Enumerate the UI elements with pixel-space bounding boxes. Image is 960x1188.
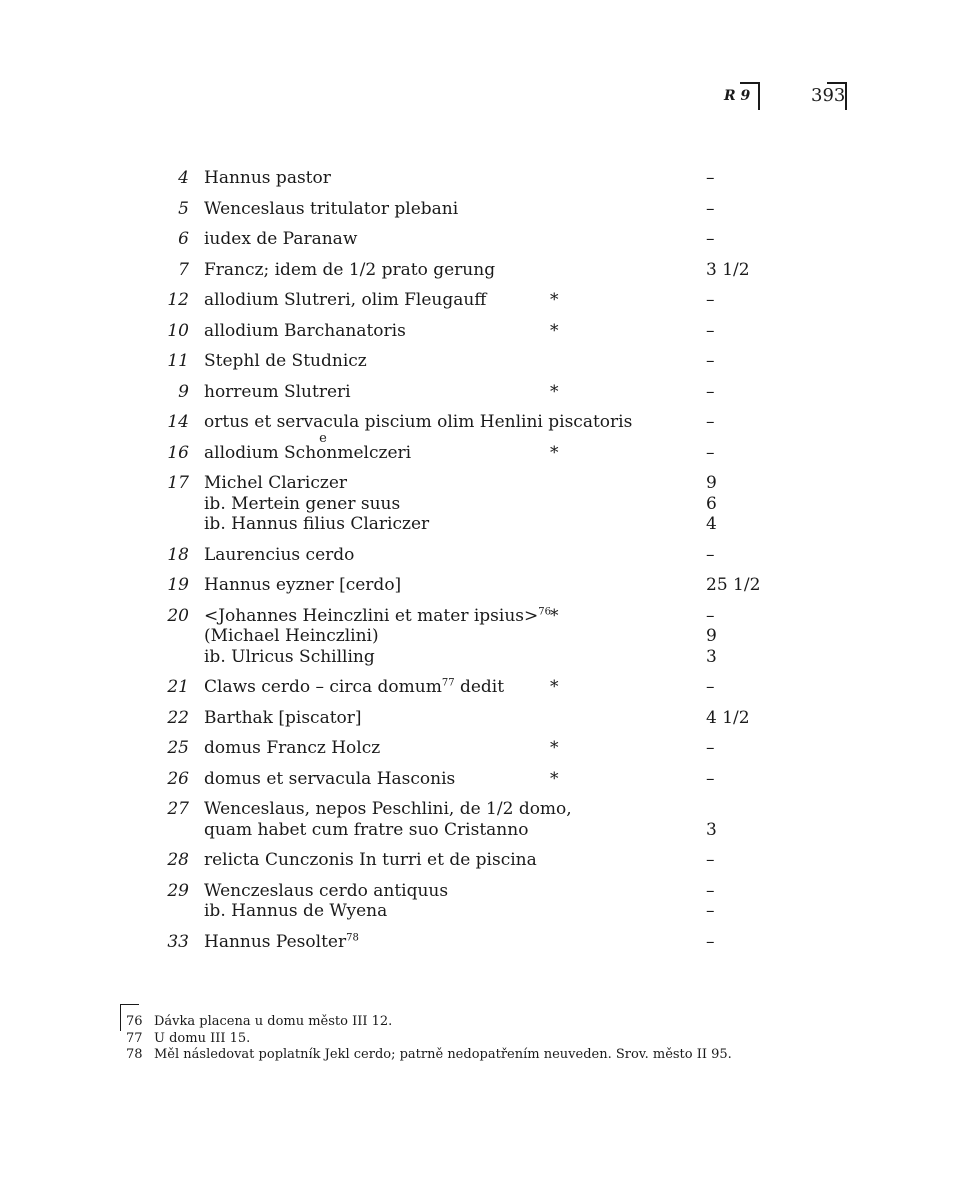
entry-number: 6 <box>178 229 189 249</box>
entry-text-part: domus et servacula Hasconis <box>204 768 456 789</box>
entry-text <box>204 199 458 220</box>
entry-text <box>204 229 357 250</box>
entry-text-part: Wenceslaus, nepos Peschlini, de 1/2 domo, <box>204 799 572 819</box>
entry-amount: 9 <box>706 473 717 493</box>
entry-amount: – <box>706 677 715 697</box>
entry-text <box>204 575 401 596</box>
entry-number: 20 <box>167 605 189 626</box>
register-entries <box>0 168 960 962</box>
entry-text-part: (Michael Heinczlini) <box>204 626 379 646</box>
register-entry <box>0 199 960 220</box>
entry-amount: – <box>706 544 715 565</box>
entry-text-part: relicta Cunczonis In turri et de piscina <box>204 850 537 870</box>
entry-text-part: ib. Mertein gener suus <box>204 493 401 514</box>
entry-line <box>0 430 960 464</box>
entry-number: 10 <box>167 320 189 341</box>
entry-amount: – <box>706 880 715 901</box>
footnote-reference: 77 <box>441 677 455 689</box>
entry-amount: – <box>706 850 715 870</box>
entry-text <box>204 321 406 342</box>
entry-number: 9 <box>178 381 189 402</box>
entry-text <box>204 430 412 464</box>
entry-line <box>0 412 960 433</box>
entry-number: 21 <box>167 677 189 697</box>
register-entry <box>0 382 960 403</box>
entry-text <box>204 820 528 841</box>
register-entry <box>0 881 960 922</box>
entry-text <box>204 514 429 535</box>
entry-text-part: ortus et servacula piscium olim Henlini piscatoris <box>204 412 633 432</box>
entry-line <box>0 545 960 566</box>
asterisk-mark: * <box>550 605 559 626</box>
entry-text-part: nmelczeri <box>326 442 412 463</box>
entry-number: 22 <box>167 707 189 728</box>
entry-amount: – <box>706 381 715 402</box>
asterisk-mark: * <box>550 738 559 758</box>
register-entry <box>0 932 960 953</box>
entry-line <box>0 606 960 627</box>
entry-text-part: Hannus eyzner [cerdo] <box>204 575 402 595</box>
entry-line <box>0 769 960 790</box>
asterisk-mark: * <box>550 442 559 463</box>
entry-text-part: ib. Ulricus Schilling <box>204 646 375 667</box>
register-entry <box>0 575 960 596</box>
entry-number: 7 <box>178 259 189 280</box>
entry-text-part: Wenceslaus tritulator plebani <box>204 198 459 219</box>
entry-text-part: dedit <box>454 677 505 697</box>
register-entry <box>0 545 960 566</box>
entry-line <box>0 494 960 515</box>
asterisk-mark: * <box>550 381 559 402</box>
entry-amount: – <box>706 229 715 249</box>
footnote-number: 76 <box>126 1014 143 1029</box>
entry-text <box>204 412 632 433</box>
entry-line <box>0 799 960 820</box>
entry-number: 4 <box>178 168 189 188</box>
register-entry <box>0 321 960 342</box>
entry-number: 18 <box>167 544 189 565</box>
entry-text <box>204 799 572 820</box>
running-head: R 9 <box>724 88 751 104</box>
entry-text-part: allodium Sch <box>204 442 317 463</box>
entry-text <box>204 738 380 759</box>
entry-text <box>204 850 537 871</box>
footnote-number: 78 <box>126 1047 143 1062</box>
entry-number: 28 <box>167 850 189 870</box>
entry-text-part: Hannus Pesolter <box>204 931 347 952</box>
entry-number: 26 <box>167 768 189 789</box>
entry-amount: 3 <box>706 819 717 840</box>
entry-text-part: quam habet cum fratre suo Cristanno <box>204 819 529 840</box>
entry-text <box>204 647 375 668</box>
entry-amount: – <box>706 320 715 341</box>
entry-text-part: iudex de Paranaw <box>204 229 358 249</box>
entry-text <box>204 708 362 729</box>
entry-line <box>0 290 960 311</box>
entry-amount: – <box>706 290 715 310</box>
superscript-e-accent: e <box>319 430 327 446</box>
footnote-reference: 76 <box>538 605 551 617</box>
asterisk-mark: * <box>550 290 559 310</box>
entry-number: 5 <box>178 198 189 219</box>
entry-line <box>0 168 960 189</box>
register-entry <box>0 850 960 871</box>
entry-text-part: <Johannes Heinczlini et mater ipsius> <box>204 605 539 626</box>
entry-text <box>204 382 351 403</box>
entry-line <box>0 626 960 647</box>
entry-text-part: allodium Slutreri, olim Fleugauff <box>204 290 487 310</box>
entry-line <box>0 473 960 494</box>
entry-text-part: Claws cerdo – circa domum <box>204 677 442 697</box>
entry-amount: – <box>706 412 715 432</box>
entry-number: 11 <box>167 351 189 371</box>
entry-amount: 3 <box>706 646 717 667</box>
entry-line <box>0 850 960 871</box>
entry-text-part: Hannus pastor <box>204 168 331 188</box>
entry-text <box>204 626 379 647</box>
entry-text-part: Stephl de Studnicz <box>204 351 367 371</box>
entry-amount: – <box>706 198 715 219</box>
entry-text <box>204 168 331 189</box>
entry-amount: 6 <box>706 493 717 514</box>
entry-amount: 9 <box>706 626 717 646</box>
register-entry <box>0 290 960 311</box>
entry-amount: – <box>706 605 715 626</box>
asterisk-mark: * <box>550 320 559 341</box>
register-entry <box>0 708 960 729</box>
register-entry <box>0 473 960 535</box>
entry-text-part: domus Francz Holcz <box>204 738 381 758</box>
register-entry <box>0 412 960 433</box>
entry-text-part: Barthak [piscator] <box>204 707 362 728</box>
entry-text <box>204 932 359 953</box>
entry-number: 16 <box>167 442 189 463</box>
entry-line <box>0 229 960 250</box>
entry-text-part: Laurencius cerdo <box>204 544 355 565</box>
entry-amount: 4 <box>706 514 717 534</box>
entry-text-part: Francz; idem de 1/2 prato gerung <box>204 259 496 280</box>
entry-amount: 4 1/2 <box>706 707 750 728</box>
entry-line <box>0 881 960 902</box>
entry-text <box>204 260 495 281</box>
entry-text <box>204 351 367 372</box>
register-entry <box>0 799 960 840</box>
overlay-base-letter: o <box>316 442 327 463</box>
entry-amount: – <box>706 901 715 921</box>
entry-text-part: horreum Slutreri <box>204 381 351 402</box>
footnote-text: Dávka placena u domu město III 12. <box>154 1014 393 1029</box>
footnote-number: 77 <box>126 1030 143 1046</box>
entry-line <box>0 708 960 729</box>
entry-text-part: allodium Barchanatoris <box>204 320 406 341</box>
entry-amount: – <box>706 351 715 371</box>
register-entry <box>0 677 960 698</box>
entry-line <box>0 351 960 372</box>
footnote-reference: 78 <box>346 931 359 943</box>
entry-line <box>0 647 960 668</box>
entry-text-part: ib. Hannus filius Clariczer <box>204 514 430 534</box>
entry-text-part: Wenczeslaus cerdo antiquus <box>204 880 449 901</box>
register-entry <box>0 229 960 250</box>
entry-text-part: Michel Clariczer <box>204 473 348 493</box>
footnote-text: U domu III 15. <box>154 1030 251 1046</box>
entry-number: 12 <box>167 290 189 310</box>
register-entry <box>0 351 960 372</box>
register-entry <box>0 769 960 790</box>
entry-text <box>204 290 486 311</box>
asterisk-mark: * <box>550 768 559 789</box>
page-number: 393 <box>811 85 846 106</box>
entry-text <box>204 769 455 790</box>
entry-line <box>0 820 960 841</box>
asterisk-mark: * <box>550 677 559 697</box>
overlay-letter <box>316 430 327 464</box>
entry-line <box>0 738 960 759</box>
entry-number: 27 <box>167 799 189 819</box>
entry-line <box>0 575 960 596</box>
entry-line <box>0 901 960 922</box>
entry-line <box>0 260 960 281</box>
footnote-text: Měl následovat poplatník Jekl cerdo; patrně nedopatřením neuveden. Srov. město II 95. <box>154 1047 732 1062</box>
entry-number: 14 <box>167 412 189 432</box>
entry-number: 33 <box>167 931 189 952</box>
register-entry <box>0 168 960 189</box>
entry-text <box>204 881 448 902</box>
entry-line <box>0 199 960 220</box>
entry-line <box>0 321 960 342</box>
entry-amount: – <box>706 768 715 789</box>
entry-text-part: ib. Hannus de Wyena <box>204 901 388 921</box>
entry-text <box>204 545 354 566</box>
entry-number: 19 <box>167 575 189 595</box>
entry-text <box>204 494 400 515</box>
register-entry <box>0 260 960 281</box>
entry-number: 17 <box>167 473 189 493</box>
register-entry <box>0 606 960 668</box>
entry-text <box>204 677 504 698</box>
entry-number: 25 <box>167 738 189 758</box>
entry-line <box>0 382 960 403</box>
entry-amount: – <box>706 442 715 463</box>
entry-line <box>0 514 960 535</box>
entry-number: 29 <box>167 880 189 901</box>
entry-amount: – <box>706 931 715 952</box>
entry-amount: 3 1/2 <box>706 259 750 280</box>
entry-text <box>204 901 387 922</box>
register-entry <box>0 738 960 759</box>
entry-amount: 25 1/2 <box>706 575 761 595</box>
entry-amount: – <box>706 738 715 758</box>
entry-text <box>204 473 347 494</box>
entry-line <box>0 677 960 698</box>
entry-text <box>204 606 551 627</box>
entry-amount: – <box>706 168 715 188</box>
register-entry <box>0 430 960 464</box>
entry-line <box>0 932 960 953</box>
